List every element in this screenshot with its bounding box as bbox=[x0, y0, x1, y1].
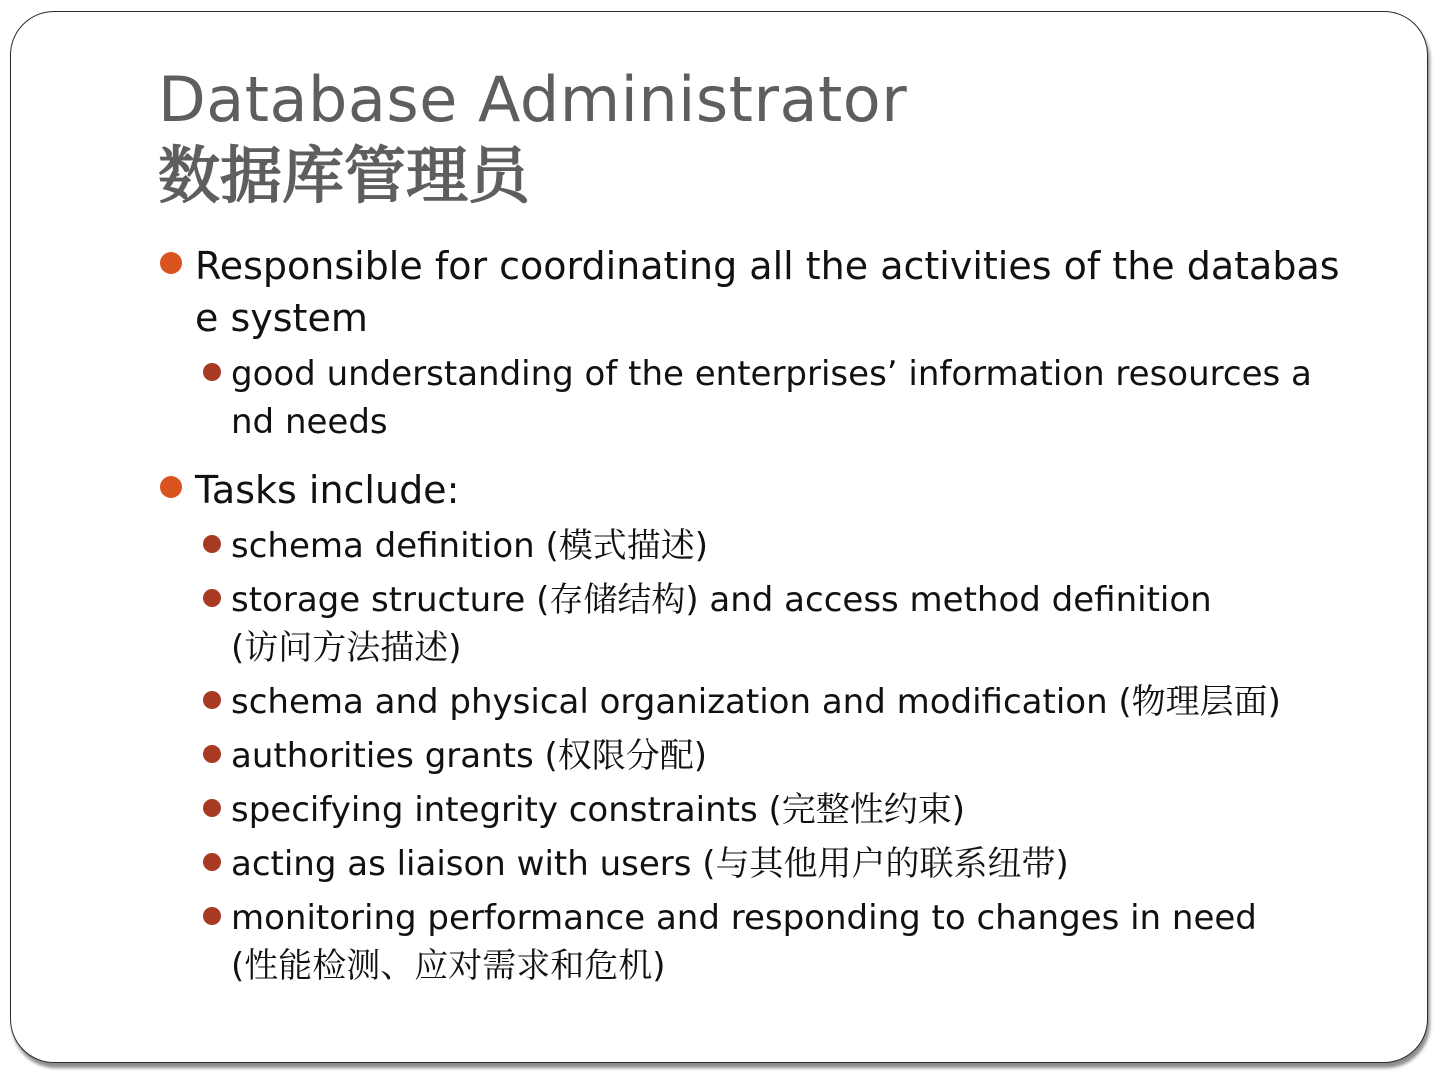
sub-bullet-physical-organization bbox=[158, 678, 1358, 726]
bullet-item-tasks bbox=[158, 464, 1358, 516]
sub-bullet-schema-definition bbox=[158, 522, 1358, 570]
sub-bullet-text: acting as liaison with users (与其他用户的联系纽带) bbox=[231, 844, 1069, 884]
bullet-dot-icon bbox=[160, 476, 182, 498]
sub-bullet-text: monitoring performance and responding to changes in need bbox=[231, 898, 1257, 938]
slide-title bbox=[158, 62, 1358, 214]
sub-bullet-dot-icon bbox=[203, 589, 221, 607]
bullet-list bbox=[158, 240, 1358, 990]
sub-bullet-text: schema and physical organization and modification (物理层面) bbox=[231, 682, 1281, 722]
sub-bullet-dot-icon bbox=[203, 691, 221, 709]
sub-bullet-monitoring bbox=[158, 894, 1358, 990]
sub-bullet-dot-icon bbox=[203, 363, 221, 381]
sub-bullet-text-continued: (访问方法描述) bbox=[231, 628, 462, 668]
sub-bullet-dot-icon bbox=[203, 907, 221, 925]
sub-bullet-understanding bbox=[158, 350, 1358, 446]
sub-bullet-authorities-grants bbox=[158, 732, 1358, 780]
sub-bullet-text: schema definition (模式描述) bbox=[231, 526, 709, 566]
sub-bullet-liaison bbox=[158, 840, 1358, 888]
sub-bullet-storage-structure bbox=[158, 576, 1358, 672]
sub-bullet-text: storage structure (存储结构) and access method definition bbox=[231, 580, 1212, 620]
sub-bullet-text: authorities grants (权限分配) bbox=[231, 736, 708, 776]
bullet-text: Responsible for coordinating all the activities of the databas bbox=[195, 244, 1340, 288]
sub-bullet-text: good understanding of the enterprises’ information resources a bbox=[231, 354, 1312, 394]
sub-bullet-dot-icon bbox=[203, 745, 221, 763]
sub-bullet-dot-icon bbox=[203, 799, 221, 817]
title-chinese: 数据库管理员 bbox=[158, 139, 531, 212]
bullet-item-responsibility bbox=[158, 240, 1358, 344]
bullet-dot-icon bbox=[160, 252, 182, 274]
sub-bullet-integrity-constraints bbox=[158, 786, 1358, 834]
title-english: Database Administrator bbox=[158, 63, 908, 136]
sub-bullet-text: specifying integrity constraints (完整性约束) bbox=[231, 790, 966, 830]
bullet-text-continued: e system bbox=[195, 296, 368, 340]
sub-bullet-dot-icon bbox=[203, 853, 221, 871]
bullet-text: Tasks include: bbox=[195, 468, 460, 512]
sub-bullet-text-continued: nd needs bbox=[231, 402, 388, 442]
sub-bullet-dot-icon bbox=[203, 535, 221, 553]
sub-bullet-text-continued: (性能检测、应对需求和危机) bbox=[231, 946, 666, 986]
